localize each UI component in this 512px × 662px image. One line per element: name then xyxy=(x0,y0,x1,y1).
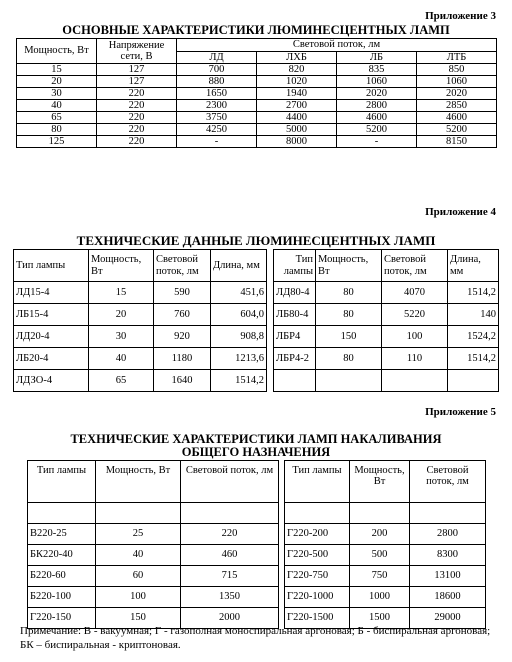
table-cell: Г220-1000 xyxy=(285,587,350,608)
table-cell: 40 xyxy=(89,348,154,370)
table-row xyxy=(14,348,499,370)
table-cell: 4070 xyxy=(382,282,448,304)
appendix-3-title: ОСНОВНЫЕ ХАРАКТЕРИСТИКИ ЛЮМИНЕСЦЕНТНЫХ ЛАМП xyxy=(62,23,450,37)
footnote: Примечание: В - вакуумная; Г - газополная моноспиральная аргоновая; Б - биспиральная аргоновая; БК – биспиральная - криптоновая. xyxy=(20,625,491,652)
header-type-ltb: ЛТБ xyxy=(417,51,497,64)
header-length-left: Длина, мм xyxy=(211,250,267,282)
table-cell: 1020 xyxy=(257,76,337,88)
header-length-right: Длина, мм xyxy=(448,250,499,282)
table-cell: 8300 xyxy=(410,545,486,566)
table-cell: 220 xyxy=(97,88,177,100)
table-cell: 29000 xyxy=(410,608,486,629)
table-cell: 110 xyxy=(382,348,448,370)
header-type-ld: ЛД xyxy=(177,51,257,64)
table-cell: 908,8 xyxy=(211,326,267,348)
header-power-right: Мощность, Вт xyxy=(350,461,410,503)
header-lamp-type-left: Тип лампы xyxy=(28,461,96,503)
table-cell: 700 xyxy=(177,64,257,76)
table-cell: 2800 xyxy=(410,524,486,545)
table-cell: 2700 xyxy=(257,100,337,112)
table-cell: 127 xyxy=(97,76,177,88)
table-cell: 220 xyxy=(181,524,279,545)
table-cell: 760 xyxy=(154,304,211,326)
table-cell: 1180 xyxy=(154,348,211,370)
table-cell: 30 xyxy=(89,326,154,348)
table-cell: ЛД80-4 xyxy=(274,282,316,304)
table-cell: 15 xyxy=(89,282,154,304)
header-lamp-type-right: Тип лампы xyxy=(274,250,316,282)
table-cell: ЛБР4-2 xyxy=(274,348,316,370)
table-cell: Г220-500 xyxy=(285,545,350,566)
table-cell: 604,0 xyxy=(211,304,267,326)
table-cell: 20 xyxy=(17,76,97,88)
table-cell: - xyxy=(177,136,257,148)
table-cell: 820 xyxy=(257,64,337,76)
table-cell: 1350 xyxy=(181,587,279,608)
header-type-lhb: ЛХБ xyxy=(257,51,337,64)
table-cell: 1640 xyxy=(154,370,211,392)
table-cell: 1500 xyxy=(350,608,410,629)
table-gap xyxy=(267,250,274,282)
table-cell: 880 xyxy=(177,76,257,88)
fluorescent-characteristics-body xyxy=(17,64,497,148)
table-cell: 150 xyxy=(96,608,181,629)
table-cell: В220-25 xyxy=(28,524,96,545)
fluorescent-technical-data-table xyxy=(13,249,499,392)
table-cell: 220 xyxy=(97,136,177,148)
table-cell: 1060 xyxy=(417,76,497,88)
table-cell: 4600 xyxy=(337,112,417,124)
table-cell: 100 xyxy=(96,587,181,608)
table-gap xyxy=(267,348,274,370)
header-flux-left: Световой поток, лм xyxy=(181,461,279,503)
header-flux-right: Световой поток, лм xyxy=(410,461,486,503)
table-cell: 8000 xyxy=(257,136,337,148)
table-row xyxy=(14,304,499,326)
table-cell: 1650 xyxy=(177,88,257,100)
table-cell: 850 xyxy=(417,64,497,76)
table-cell: Б220-60 xyxy=(28,566,96,587)
appendix-5-label: Приложение 5 xyxy=(425,406,496,418)
table-cell: 15 xyxy=(17,64,97,76)
table-cell: ЛБ15-4 xyxy=(14,304,89,326)
table-cell: 2850 xyxy=(417,100,497,112)
empty-cell xyxy=(448,370,499,392)
table-cell: 127 xyxy=(97,64,177,76)
table-row xyxy=(28,587,486,608)
empty-cell xyxy=(274,370,316,392)
table-cell: Г220-200 xyxy=(285,524,350,545)
table-cell: 8150 xyxy=(417,136,497,148)
header-power-left: Мощность, Вт xyxy=(89,250,154,282)
empty-cell xyxy=(316,370,382,392)
table-cell: 5220 xyxy=(382,304,448,326)
table-cell: 5000 xyxy=(257,124,337,136)
table-cell: ЛБ80-4 xyxy=(274,304,316,326)
table-cell: 1213,6 xyxy=(211,348,267,370)
table-cell: 451,6 xyxy=(211,282,267,304)
appendix-3-label: Приложение 3 xyxy=(425,10,496,22)
table-cell: 150 xyxy=(316,326,382,348)
table-cell: 5200 xyxy=(417,124,497,136)
table-cell: 65 xyxy=(89,370,154,392)
table-row xyxy=(28,524,486,545)
table-cell: 4400 xyxy=(257,112,337,124)
table-cell: 220 xyxy=(97,100,177,112)
incandescent-characteristics-body xyxy=(28,524,486,629)
table-cell: 80 xyxy=(316,282,382,304)
incandescent-characteristics-table xyxy=(27,460,486,629)
table-gap xyxy=(267,304,274,326)
table-cell: 80 xyxy=(316,348,382,370)
table-row xyxy=(17,88,497,100)
table-cell: 220 xyxy=(97,112,177,124)
table-cell: 220 xyxy=(97,124,177,136)
table-cell: 60 xyxy=(96,566,181,587)
header-power: Мощность, Вт xyxy=(17,39,97,64)
fluorescent-characteristics-table xyxy=(16,38,497,148)
table-row xyxy=(17,112,497,124)
table-cell: 3750 xyxy=(177,112,257,124)
header-flux: Световой поток, лм xyxy=(177,39,497,52)
table-cell: Г220-1500 xyxy=(285,608,350,629)
table-cell: 40 xyxy=(17,100,97,112)
table-cell: - xyxy=(337,136,417,148)
table-cell: 1940 xyxy=(257,88,337,100)
header-power-left: Мощность, Вт xyxy=(96,461,181,503)
empty-cell xyxy=(382,370,448,392)
table-cell: 500 xyxy=(350,545,410,566)
table-row xyxy=(14,370,499,392)
table-cell: Г220-750 xyxy=(285,566,350,587)
header-type-lb: ЛБ xyxy=(337,51,417,64)
table-cell: 1524,2 xyxy=(448,326,499,348)
table-cell: 2020 xyxy=(337,88,417,100)
table-cell: 2020 xyxy=(417,88,497,100)
table-cell: 2300 xyxy=(177,100,257,112)
table-cell: 40 xyxy=(96,545,181,566)
table-cell: ЛБР4 xyxy=(274,326,316,348)
table-cell: 30 xyxy=(17,88,97,100)
table-row xyxy=(17,64,497,76)
header-flux-left: Световой поток, лм xyxy=(154,250,211,282)
table-gap xyxy=(267,282,274,304)
table-cell: 13100 xyxy=(410,566,486,587)
table-cell: ЛБ20-4 xyxy=(14,348,89,370)
table-row xyxy=(17,76,497,88)
table-cell: 1514,2 xyxy=(211,370,267,392)
table-cell: 65 xyxy=(17,112,97,124)
appendix-4-title: ТЕХНИЧЕСКИЕ ДАННЫЕ ЛЮМИНЕСЦЕНТНЫХ ЛАМП xyxy=(76,233,436,248)
table-cell: ЛД20-4 xyxy=(14,326,89,348)
appendix-4-label: Приложение 4 xyxy=(425,206,496,218)
table-row xyxy=(17,136,497,148)
table-cell: 715 xyxy=(181,566,279,587)
table-row xyxy=(14,326,499,348)
table-cell: 4250 xyxy=(177,124,257,136)
table-cell: 125 xyxy=(17,136,97,148)
table-cell: 140 xyxy=(448,304,499,326)
table-cell: 1000 xyxy=(350,587,410,608)
table-cell: 200 xyxy=(350,524,410,545)
header-flux-right: Световой поток, лм xyxy=(382,250,448,282)
table-cell: 590 xyxy=(154,282,211,304)
table-row xyxy=(28,566,486,587)
table-cell: 4600 xyxy=(417,112,497,124)
table-cell: 460 xyxy=(181,545,279,566)
table-cell: 2800 xyxy=(337,100,417,112)
table-cell: 1514,2 xyxy=(448,282,499,304)
table-cell: 18600 xyxy=(410,587,486,608)
table-cell: 100 xyxy=(382,326,448,348)
table-gap xyxy=(267,370,274,392)
table-cell: 920 xyxy=(154,326,211,348)
header-power-right: Мощность, Вт xyxy=(316,250,382,282)
table-row xyxy=(14,282,499,304)
table-row xyxy=(17,100,497,112)
table-row xyxy=(28,545,486,566)
table-cell: 80 xyxy=(17,124,97,136)
header-lamp-type-left: Тип лампы xyxy=(14,250,89,282)
table-cell: БК220-40 xyxy=(28,545,96,566)
table-cell: ЛД15-4 xyxy=(14,282,89,304)
table-row xyxy=(17,124,497,136)
table-cell: 1514,2 xyxy=(448,348,499,370)
table-cell: 25 xyxy=(96,524,181,545)
table-cell: 20 xyxy=(89,304,154,326)
table-cell: 750 xyxy=(350,566,410,587)
table-cell: Г220-150 xyxy=(28,608,96,629)
table-cell: Б220-100 xyxy=(28,587,96,608)
table-cell: 5200 xyxy=(337,124,417,136)
table-cell: 835 xyxy=(337,64,417,76)
fluorescent-technical-data-body xyxy=(14,282,499,392)
table-cell: ЛДЗО-4 xyxy=(14,370,89,392)
header-lamp-type-right: Тип лампы xyxy=(285,461,350,503)
table-cell: 80 xyxy=(316,304,382,326)
table-gap xyxy=(267,326,274,348)
header-voltage: Напряжение сети, В xyxy=(97,39,177,64)
table-cell: 2000 xyxy=(181,608,279,629)
table-cell: 1060 xyxy=(337,76,417,88)
appendix-5-title: ТЕХНИЧЕСКИЕ ХАРАКТЕРИСТИКИ ЛАМП НАКАЛИВАНИЯ ОБЩЕГО НАЗНАЧЕНИЯ xyxy=(70,432,442,459)
